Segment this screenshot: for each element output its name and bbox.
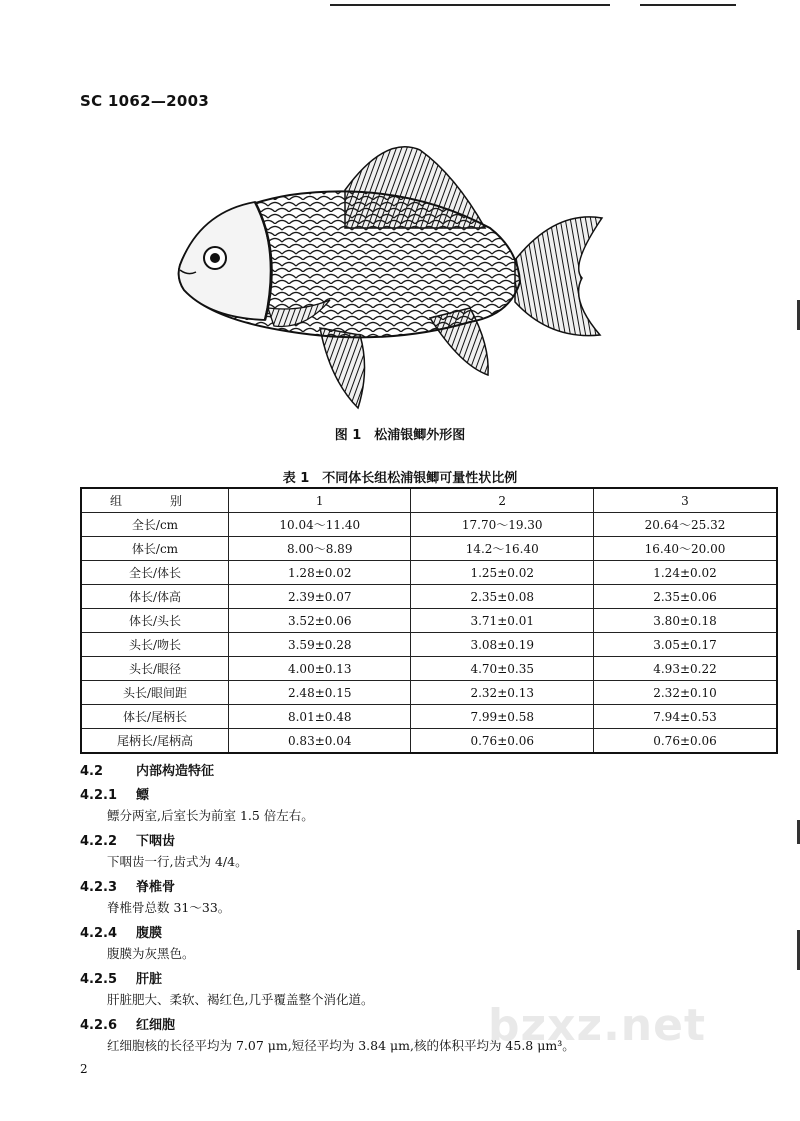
- section-number: 4.2.4: [80, 926, 118, 941]
- table-cell: 全长/cm: [81, 513, 229, 537]
- table-cell: 2.32±0.10: [593, 681, 777, 705]
- table-header-row: [81, 488, 777, 513]
- section-title: 下咽齿: [136, 834, 176, 849]
- section-title: 红细胞: [136, 1018, 176, 1033]
- section-number: 4.2.3: [80, 880, 118, 895]
- table-title: 表 1 不同体长组松浦银鲫可量性状比例: [282, 471, 518, 486]
- table-cell: 头长/眼径: [81, 657, 229, 681]
- section-heading: [80, 760, 214, 779]
- figure-caption: 图 1 松浦银鲫外形图: [334, 428, 466, 443]
- table-cell: 17.70～19.30: [411, 513, 593, 537]
- table-cell: 4.70±0.35: [411, 657, 593, 681]
- section-title: 肝脏: [136, 972, 163, 987]
- table-cell: 2.35±0.06: [593, 585, 777, 609]
- section-text: 红细胞核的长径平均为 7.07 μm,短径平均为 3.84 μm,核的体积平均为 45.8 μm³。: [107, 1038, 575, 1053]
- section-title: 脊椎骨: [136, 880, 176, 895]
- section-heading: [80, 784, 149, 803]
- section-heading: [80, 922, 162, 941]
- table-cell: 3.80±0.18: [593, 609, 777, 633]
- table-cell: 体长/体高: [81, 585, 229, 609]
- table-cell: 体长/cm: [81, 537, 229, 561]
- table-cell: 头长/吻长: [81, 633, 229, 657]
- table-cell: 3.08±0.19: [411, 633, 593, 657]
- section-title: 腹膜: [136, 926, 163, 941]
- table-row: [81, 609, 777, 633]
- table-cell: 1.28±0.02: [229, 561, 411, 585]
- morphometric-table: [80, 487, 778, 754]
- section-title: 内部构造特征: [136, 764, 215, 779]
- section-number: 4.2.5: [80, 972, 118, 987]
- table-cell: 3.05±0.17: [593, 633, 777, 657]
- table-cell: 8.01±0.48: [229, 705, 411, 729]
- table-cell: 16.40～20.00: [593, 537, 777, 561]
- table-cell: 0.76±0.06: [411, 729, 593, 754]
- table-row: [81, 657, 777, 681]
- section-text: 腹膜为灰黑色。: [107, 946, 195, 961]
- table-cell: 1.24±0.02: [593, 561, 777, 585]
- table-cell: 体长/尾柄长: [81, 705, 229, 729]
- table-cell: 8.00～8.89: [229, 537, 411, 561]
- section-number: 4.2.2: [80, 834, 118, 849]
- table-header-cell: 组 别: [81, 488, 229, 513]
- table-cell: 14.2～16.40: [411, 537, 593, 561]
- section-text: 下咽齿一行,齿式为 4/4。: [107, 854, 248, 869]
- section-number: 4.2: [80, 764, 104, 779]
- table-cell: 全长/体长: [81, 561, 229, 585]
- table-cell: 尾柄长/尾柄高: [81, 729, 229, 754]
- fish-illustration: [170, 140, 610, 415]
- section-text: 鳔分两室,后室长为前室 1.5 倍左右。: [107, 808, 314, 823]
- document-code: SC 1062—2003: [80, 92, 210, 110]
- table-cell: 1.25±0.02: [411, 561, 593, 585]
- top-rule-right: [640, 4, 736, 6]
- table-cell: 2.35±0.08: [411, 585, 593, 609]
- table-row: [81, 633, 777, 657]
- table-cell: 3.71±0.01: [411, 609, 593, 633]
- top-rule: [330, 4, 610, 6]
- table-cell: 2.32±0.13: [411, 681, 593, 705]
- table-cell: 头长/眼间距: [81, 681, 229, 705]
- table-row: [81, 681, 777, 705]
- section-text: 脊椎骨总数 31～33。: [107, 900, 231, 915]
- table-header-cell: 3: [593, 488, 777, 513]
- table-cell: 2.48±0.15: [229, 681, 411, 705]
- section-title: 鳔: [136, 788, 150, 803]
- table-header-cell: 1: [229, 488, 411, 513]
- table-cell: 0.83±0.04: [229, 729, 411, 754]
- table-row: [81, 513, 777, 537]
- table-row: [81, 537, 777, 561]
- section-text: 肝脏肥大、柔软、褐红色,几乎覆盖整个消化道。: [107, 992, 374, 1007]
- table-cell: 7.94±0.53: [593, 705, 777, 729]
- table-cell: 4.00±0.13: [229, 657, 411, 681]
- page-number: 2: [80, 1062, 88, 1076]
- watermark: bzxz.net: [488, 1000, 707, 1051]
- section-heading: [80, 968, 162, 987]
- table-cell: 0.76±0.06: [593, 729, 777, 754]
- table-cell: 10.04～11.40: [229, 513, 411, 537]
- table-cell: 7.99±0.58: [411, 705, 593, 729]
- table-row: [81, 729, 777, 754]
- table-cell: 4.93±0.22: [593, 657, 777, 681]
- section-heading: [80, 876, 175, 895]
- table-cell: 3.59±0.28: [229, 633, 411, 657]
- table-cell: 2.39±0.07: [229, 585, 411, 609]
- table-row: [81, 705, 777, 729]
- table-row: [81, 585, 777, 609]
- table-header-cell: 2: [411, 488, 593, 513]
- table-cell: 体长/头长: [81, 609, 229, 633]
- table-cell: 20.64～25.32: [593, 513, 777, 537]
- section-heading: [80, 1014, 175, 1033]
- section-number: 4.2.1: [80, 788, 118, 803]
- section-heading: [80, 830, 175, 849]
- section-number: 4.2.6: [80, 1018, 118, 1033]
- table-row: [81, 561, 777, 585]
- table-cell: 3.52±0.06: [229, 609, 411, 633]
